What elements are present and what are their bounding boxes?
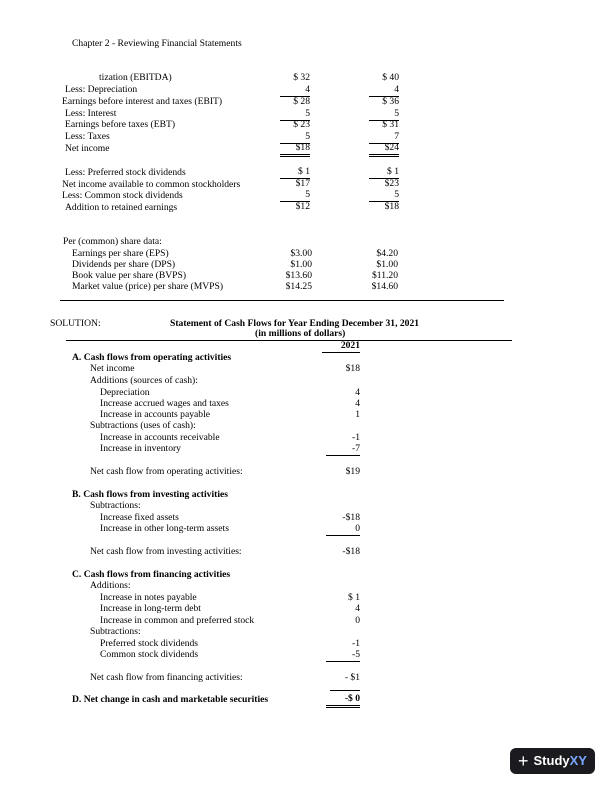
line-value: -1 bbox=[352, 638, 360, 649]
value-2020: $3.00 bbox=[290, 248, 312, 259]
value-2020: $ 32 bbox=[293, 72, 310, 83]
value-2021: 5 bbox=[369, 108, 399, 121]
line-label: Increase in notes payable bbox=[100, 592, 197, 603]
value-2021: $4.20 bbox=[376, 248, 398, 259]
row-label: Book value per share (BVPS) bbox=[72, 270, 187, 281]
section-heading: Per (common) share data: bbox=[63, 236, 162, 247]
value-2021: 7 bbox=[369, 131, 399, 144]
line-label: Net cash flow from financing activities: bbox=[90, 672, 243, 683]
line-label: Additions (sources of cash): bbox=[90, 375, 198, 386]
value-2020: $1.00 bbox=[290, 259, 312, 270]
section-title: B. Cash flows from investing activities bbox=[72, 489, 228, 500]
line-value: -$ 0 bbox=[326, 693, 360, 708]
row-label: Dividends per share (DPS) bbox=[72, 259, 176, 270]
line-value: 4 bbox=[355, 603, 360, 614]
value-2020: $12 bbox=[295, 201, 310, 212]
section-title: A. Cash flows from operating activities bbox=[72, 352, 232, 363]
plus-icon: + bbox=[518, 751, 529, 771]
value-2021: $1.00 bbox=[376, 259, 398, 270]
line-value: $18 bbox=[345, 363, 360, 374]
row-label: Less: Taxes bbox=[65, 131, 110, 142]
row-label: Less: Common stock dividends bbox=[62, 190, 183, 201]
row-label: Less: Depreciation bbox=[65, 84, 138, 95]
value-2021: $ 31 bbox=[382, 119, 399, 130]
row-label: Less: Interest bbox=[65, 108, 117, 119]
solution-label: SOLUTION: bbox=[50, 318, 101, 329]
value-2021: 5 bbox=[369, 189, 399, 202]
badge-text: StudyXY bbox=[533, 753, 587, 769]
value-2021: $ 40 bbox=[382, 72, 399, 83]
line-value: 4 bbox=[355, 387, 360, 398]
row-label: Market value (price) per share (MVPS) bbox=[72, 281, 224, 292]
line-label: Increase in common and preferred stock bbox=[100, 615, 255, 626]
line-label: Increase in inventory bbox=[100, 443, 181, 454]
row-label: Earnings before interest and taxes (EBIT) bbox=[62, 96, 223, 107]
row-label: Earnings before taxes (EBT) bbox=[65, 119, 176, 130]
line-value: -$18 bbox=[342, 546, 360, 557]
row-label: Less: Preferred stock dividends bbox=[65, 167, 186, 178]
chapter-header: Chapter 2 - Reviewing Financial Statements bbox=[72, 38, 242, 49]
statement-subtitle: (in millions of dollars) bbox=[255, 328, 346, 339]
value-2021: $18 bbox=[384, 201, 399, 212]
row-label: tization (EBITDA) bbox=[99, 72, 172, 83]
line-value: - $1 bbox=[344, 672, 360, 683]
row-label: Earnings per share (EPS) bbox=[72, 248, 169, 259]
value-2020: 5 bbox=[280, 189, 310, 202]
line-label: Subtractions: bbox=[90, 626, 141, 637]
row-label: Net income bbox=[65, 143, 110, 154]
line-label: Increase in other long-term assets bbox=[100, 523, 229, 534]
value-2020: $14.25 bbox=[285, 281, 312, 292]
total-overline bbox=[330, 690, 360, 691]
studyxy-badge[interactable] bbox=[510, 748, 595, 774]
line-label: Common stock dividends bbox=[100, 649, 199, 660]
value-2020: $ 1 bbox=[280, 166, 310, 179]
line-label: Increase in long-term debt bbox=[100, 603, 201, 614]
line-value: $ 1 bbox=[348, 592, 360, 603]
line-label: Net income bbox=[90, 363, 135, 374]
value-2021: 4 bbox=[369, 84, 399, 97]
value-2020: $ 28 bbox=[293, 96, 310, 107]
row-label: Addition to retained earnings bbox=[65, 202, 178, 213]
row-label: Net income available to common stockholders bbox=[62, 179, 241, 190]
line-value: -1 bbox=[352, 432, 360, 443]
line-label: Increase accrued wages and taxes bbox=[100, 398, 229, 409]
value-2020: 4 bbox=[280, 84, 310, 97]
line-label: Subtractions: bbox=[90, 500, 141, 511]
line-label: Additions: bbox=[90, 580, 131, 591]
section-divider bbox=[60, 300, 504, 301]
line-label: Increase in accounts payable bbox=[100, 409, 211, 420]
value-2020: 5 bbox=[280, 131, 310, 144]
line-value: 0 bbox=[326, 523, 360, 536]
value-2020: $ 23 bbox=[293, 119, 310, 130]
value-2021: $ 1 bbox=[369, 166, 399, 179]
value-2020: $13.60 bbox=[285, 270, 312, 281]
line-label: Net cash flow from operating activities: bbox=[90, 466, 243, 477]
line-label: Increase fixed assets bbox=[100, 512, 179, 523]
line-value: -5 bbox=[326, 649, 360, 662]
line-label: Subtractions (uses of cash): bbox=[90, 420, 196, 431]
line-value: -7 bbox=[326, 443, 360, 456]
value-2020: $18 bbox=[280, 142, 310, 157]
line-value: 0 bbox=[355, 615, 360, 626]
value-2021: $24 bbox=[369, 142, 399, 157]
line-label: Net cash flow from investing activities: bbox=[90, 546, 242, 557]
line-value: 4 bbox=[355, 398, 360, 409]
value-2021: $23 bbox=[384, 178, 399, 189]
line-value: -$18 bbox=[342, 512, 360, 523]
value-2021: $ 36 bbox=[382, 96, 399, 107]
value-2021: $11.20 bbox=[371, 270, 398, 281]
line-value: $19 bbox=[345, 466, 360, 477]
statement-title: Statement of Cash Flows for Year Ending December 31, 2021 bbox=[170, 318, 420, 329]
value-2020: $17 bbox=[295, 178, 310, 189]
header-rule bbox=[66, 340, 512, 341]
section-title: D. Net change in cash and marketable securities bbox=[72, 694, 269, 705]
line-label: Preferred stock dividends bbox=[100, 638, 199, 649]
line-label: Depreciation bbox=[100, 387, 150, 398]
line-value: 1 bbox=[355, 409, 360, 420]
value-2020: 5 bbox=[280, 108, 310, 121]
section-title: C. Cash flows from financing activities bbox=[72, 569, 231, 580]
year-column-header: 2021 bbox=[322, 340, 360, 353]
value-2021: $14.60 bbox=[371, 281, 398, 292]
line-label: Increase in accounts receivable bbox=[100, 432, 220, 443]
